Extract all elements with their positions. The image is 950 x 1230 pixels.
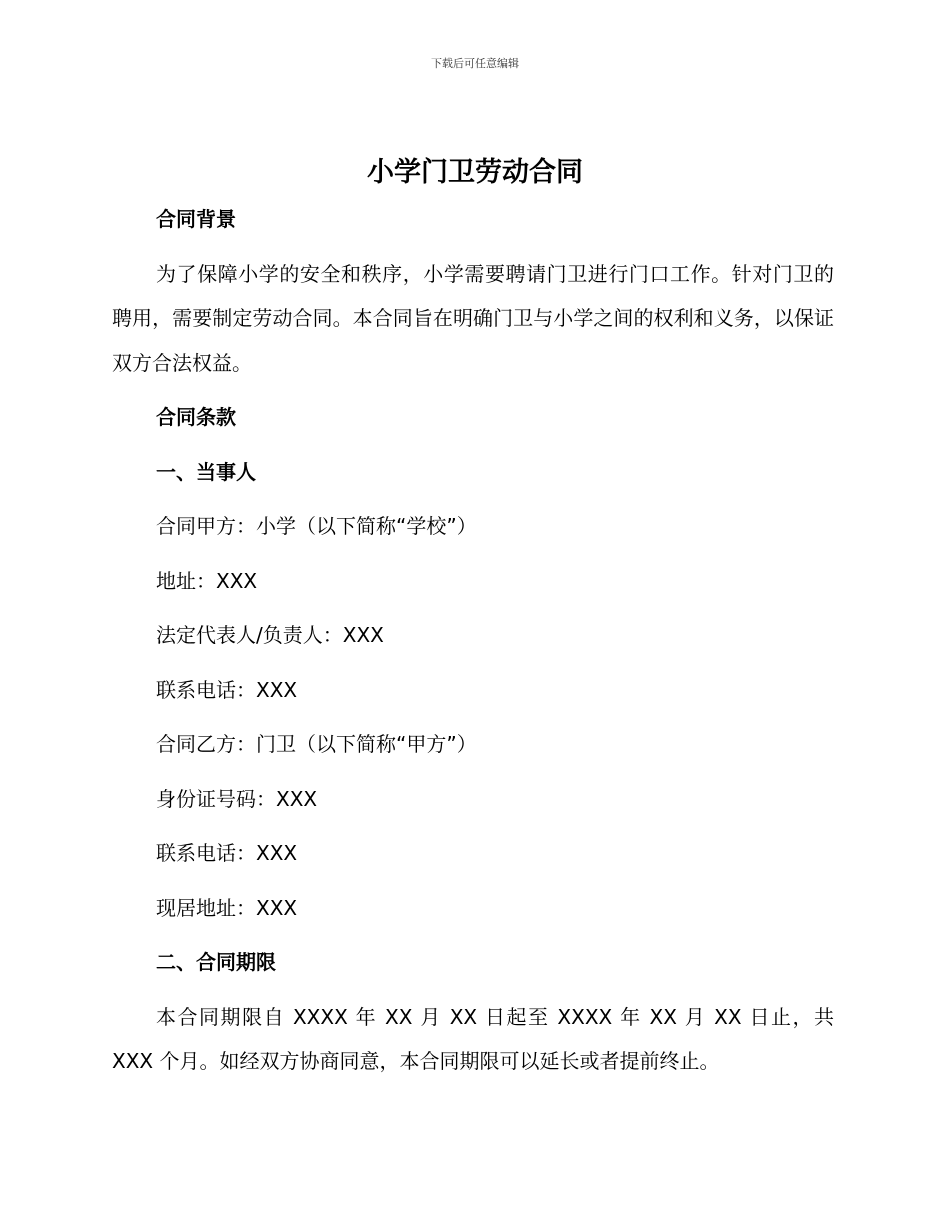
section-heading-background: 合同背景 <box>156 207 236 231</box>
section-heading-term: 二、合同期限 <box>156 950 276 974</box>
background-paragraph: 为了保障小学的安全和秩序，小学需要聘请门卫进行门口工作。针对门卫的聘用，需要制定劳动合同。本合同旨在明确门卫与小学之间的权利和义务，以保证双方合法权益。 <box>112 261 834 375</box>
party-b-line: 合同乙方：门卫（以下简称“甲方”） <box>156 732 477 756</box>
party-b-id-line: 身份证号码：XXX <box>156 786 318 811</box>
party-a-representative-line: 法定代表人/负责人：XXX <box>156 623 384 647</box>
party-a-line: 合同甲方：小学（以下简称“学校”） <box>156 514 477 538</box>
term-paragraph: 本合同期限自 XXXX 年 XX 月 XX 日起至 XXXX 年 XX 月 XX 日止，共 XXX 个月。如经双方协商同意，本合同期限可以延长或者提前终止。 <box>112 1004 834 1073</box>
header-note: 下载后可任意编辑 <box>431 57 519 70</box>
party-b-address-line: 现居地址：XXX <box>156 895 298 920</box>
party-a-address-line: 地址：XXX <box>156 568 258 593</box>
document-body <box>112 197 834 1084</box>
section-heading-parties: 一、当事人 <box>156 459 256 484</box>
party-a-phone-line: 联系电话：XXX <box>156 677 298 702</box>
section-heading-terms: 合同条款 <box>156 405 236 429</box>
document-title: 小学门卫劳动合同 <box>367 157 583 188</box>
party-b-phone-line: 联系电话：XXX <box>156 841 298 865</box>
